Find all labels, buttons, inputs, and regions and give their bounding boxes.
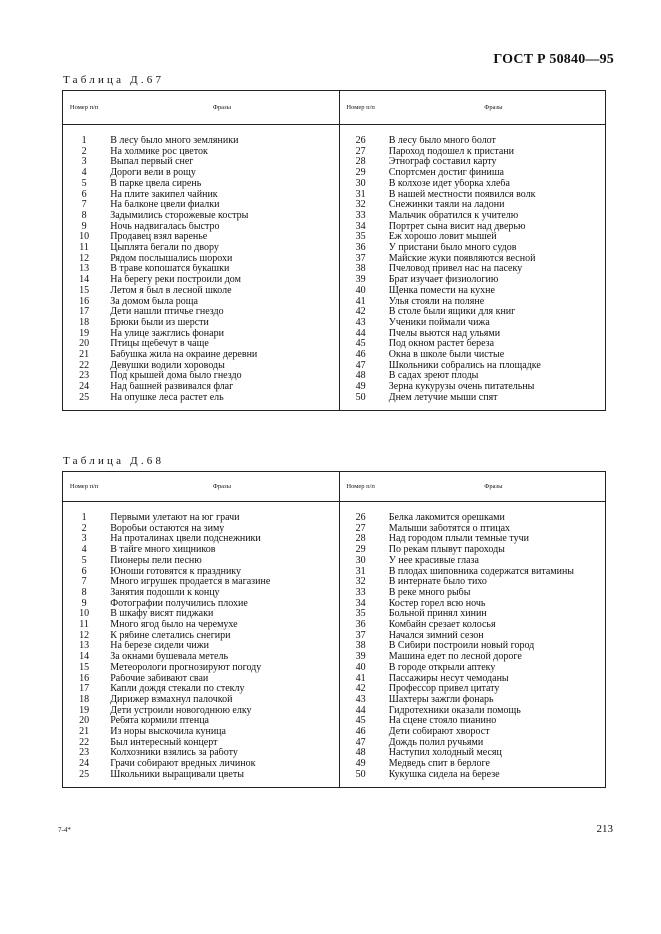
row-number-right: 48 bbox=[355, 748, 366, 759]
row-number-right: 44 bbox=[355, 705, 366, 716]
row-phrase-left: К рябине слетались снегири bbox=[105, 631, 339, 642]
row-phrase-left: Брюки были из шерсти bbox=[105, 318, 339, 329]
table-row bbox=[63, 371, 606, 382]
row-number-right: 47 bbox=[355, 360, 366, 371]
row-phrase-right: Комбайн срезает колосья bbox=[388, 620, 496, 631]
row-number-left: 15 bbox=[79, 662, 90, 673]
table-row bbox=[63, 513, 606, 524]
row-number-right: 30 bbox=[355, 555, 366, 566]
row-number-left: 23 bbox=[79, 748, 90, 759]
row-phrase-left: Рядом послышались шорохи bbox=[105, 254, 339, 265]
row-phrase-left: Бабушка жила на окраине деревни bbox=[105, 350, 339, 361]
table-spacer-row bbox=[63, 125, 606, 137]
row-number-right: 27 bbox=[355, 523, 366, 534]
row-phrase-left: Юноши готовятся к празднику bbox=[105, 567, 339, 578]
row-number-right: 44 bbox=[355, 328, 366, 339]
row-phrase-left: Выпал первый снег bbox=[105, 157, 339, 168]
table-row bbox=[63, 264, 606, 275]
table-row bbox=[63, 157, 606, 168]
row-phrase-left: На березе сидели чижи bbox=[105, 641, 339, 652]
row-phrase-left: Ночь надвигалась быстро bbox=[105, 222, 339, 233]
row-number-left: 20 bbox=[79, 339, 90, 350]
table-row bbox=[63, 588, 606, 599]
row-phrase-left: Дирижер взмахнул палочкой bbox=[105, 695, 339, 706]
row-phrase-right: Гидротехники оказали помощь bbox=[388, 705, 521, 716]
row-phrase-right: Над городом плыли темные тучи bbox=[388, 534, 529, 545]
row-number-right: 26 bbox=[355, 513, 366, 523]
row-number-right: 42 bbox=[355, 684, 366, 695]
row-number-right: 36 bbox=[355, 243, 366, 254]
row-phrase-left: Воробьи остаются на зиму bbox=[105, 524, 339, 535]
row-number-right: 29 bbox=[355, 545, 366, 556]
row-phrase-left: За окнами бушевала метель bbox=[105, 652, 339, 663]
table-row bbox=[63, 254, 606, 265]
row-phrase-right: Портрет сына висит над дверью bbox=[388, 221, 526, 232]
row-phrase-left: Рабочие забивают сваи bbox=[105, 674, 339, 685]
table-row bbox=[63, 307, 606, 318]
row-phrase-right: Мальчик обратился к учителю bbox=[388, 210, 519, 221]
row-number-left: 25 bbox=[79, 769, 90, 780]
row-phrase-right: У пристани было много судов bbox=[388, 243, 517, 254]
row-number-right: 46 bbox=[355, 350, 366, 361]
table-row bbox=[63, 545, 606, 556]
row-number-right: 46 bbox=[355, 727, 366, 738]
table-row bbox=[63, 243, 606, 254]
row-phrase-right: Снежинки таяли на ладони bbox=[388, 200, 505, 211]
table-row bbox=[63, 190, 606, 201]
row-number-right: 32 bbox=[355, 577, 366, 588]
row-phrase-right: Улья стояли на поляне bbox=[388, 296, 485, 307]
row-number-left: 25 bbox=[79, 392, 90, 403]
table-caption-d67: Таблица Д.67 bbox=[63, 74, 165, 86]
row-number-left: 20 bbox=[79, 716, 90, 727]
row-phrase-left: На проталинах цвели подснежники bbox=[105, 534, 339, 545]
table-row bbox=[63, 738, 606, 749]
row-number-left: 14 bbox=[79, 275, 90, 286]
row-number-right: 31 bbox=[355, 189, 366, 200]
row-phrase-left: В лесу было много земляники bbox=[105, 136, 339, 147]
row-number-left: 9 bbox=[81, 598, 87, 609]
row-number-right: 37 bbox=[355, 630, 366, 641]
column-header-phrases: Фразы bbox=[105, 472, 339, 502]
table-row bbox=[63, 297, 606, 308]
row-phrase-left: На опушке леса растет ель bbox=[105, 393, 339, 404]
row-phrase-right: В плодах шиповника содержатся витамины bbox=[388, 566, 575, 577]
row-number-right: 43 bbox=[355, 317, 366, 328]
row-number-left: 5 bbox=[81, 178, 87, 189]
page-number: 213 bbox=[596, 823, 613, 835]
row-phrase-left: Птицы щебечут в чаще bbox=[105, 339, 339, 350]
row-phrase-left: Много ягод было на черемухе bbox=[105, 620, 339, 631]
table-row bbox=[63, 609, 606, 620]
row-number-left: 13 bbox=[79, 264, 90, 275]
row-number-left: 21 bbox=[79, 350, 90, 361]
row-phrase-right: Дети собирают хворост bbox=[388, 727, 490, 738]
row-number-left: 9 bbox=[81, 221, 87, 232]
row-phrase-right: В столе были ящики для книг bbox=[388, 307, 516, 318]
table-row bbox=[63, 382, 606, 393]
row-phrase-left: Ребята кормили птенца bbox=[105, 716, 339, 727]
row-phrase-right: Под окном растет береза bbox=[388, 339, 495, 350]
table-row bbox=[63, 147, 606, 158]
row-phrase-left: Продавец взял варенье bbox=[105, 232, 339, 243]
row-number-left: 16 bbox=[79, 296, 90, 307]
row-phrase-left: Капли дождя стекали по стеклу bbox=[105, 684, 339, 695]
row-number-right: 28 bbox=[355, 157, 366, 168]
row-number-right: 35 bbox=[355, 609, 366, 620]
table-row bbox=[63, 361, 606, 372]
row-number-right: 27 bbox=[355, 146, 366, 157]
table-row bbox=[63, 168, 606, 179]
table-row bbox=[63, 329, 606, 340]
column-header-number: Номер п/п bbox=[63, 472, 106, 502]
row-number-right: 48 bbox=[355, 371, 366, 382]
row-number-right: 49 bbox=[355, 382, 366, 393]
row-number-right: 34 bbox=[355, 221, 366, 232]
row-phrase-left: Дети устроили новогоднюю елку bbox=[105, 706, 339, 717]
row-phrase-left: Летом я был в лесной школе bbox=[105, 286, 339, 297]
row-phrase-right: Начался зимний сезон bbox=[388, 630, 484, 641]
row-number-right: 50 bbox=[355, 392, 366, 403]
row-phrase-right: Малыши заботятся о птицах bbox=[388, 523, 511, 534]
row-number-right: 29 bbox=[355, 168, 366, 179]
row-number-right: 43 bbox=[355, 694, 366, 705]
row-number-right: 47 bbox=[355, 737, 366, 748]
row-phrase-right: В реке много рыбы bbox=[388, 587, 471, 598]
document-header: ГОСТ Р 50840—95 bbox=[493, 52, 614, 67]
row-number-left: 4 bbox=[81, 545, 87, 556]
row-number-left: 11 bbox=[79, 243, 89, 254]
row-phrase-right: По рекам плывут пароходы bbox=[388, 545, 505, 556]
row-phrase-left: Пионеры пели песню bbox=[105, 556, 339, 567]
table-row bbox=[63, 674, 606, 685]
row-phrase-left: Грачи собирают вредных личинок bbox=[105, 759, 339, 770]
row-phrase-left: Из норы выскочила куница bbox=[105, 727, 339, 738]
row-number-right: 37 bbox=[355, 253, 366, 264]
row-phrase-left: На балконе цвели фиалки bbox=[105, 200, 339, 211]
row-phrase-right: Днем летучие мыши спят bbox=[388, 392, 498, 403]
table-row bbox=[63, 232, 606, 243]
footer-mark: 7-4* bbox=[58, 826, 71, 834]
table-row bbox=[63, 318, 606, 329]
row-number-left: 16 bbox=[79, 673, 90, 684]
row-number-right: 34 bbox=[355, 598, 366, 609]
row-phrase-right: Кукушка сидела на березе bbox=[388, 769, 500, 780]
row-number-left: 22 bbox=[79, 360, 90, 371]
table-row bbox=[63, 663, 606, 674]
row-phrase-right: В нашей местности появился волк bbox=[388, 189, 536, 200]
row-phrase-left: Цыплята бегали по двору bbox=[105, 243, 339, 254]
row-number-right: 33 bbox=[355, 210, 366, 221]
table-row bbox=[63, 286, 606, 297]
row-phrase-left: На улице зажглись фонари bbox=[105, 329, 339, 340]
row-phrase-left: Первыми улетают на юг грачи bbox=[105, 513, 339, 524]
row-number-right: 30 bbox=[355, 178, 366, 189]
phrases-table-d67 bbox=[62, 90, 606, 411]
row-number-left: 13 bbox=[79, 641, 90, 652]
row-phrase-right: Этнограф составил карту bbox=[388, 157, 497, 168]
row-number-right: 39 bbox=[355, 652, 366, 663]
row-number-right: 35 bbox=[355, 232, 366, 243]
row-phrase-left: На берегу реки построили дом bbox=[105, 275, 339, 286]
row-phrase-right: Профессор привел цитату bbox=[388, 684, 500, 695]
table-row bbox=[63, 759, 606, 770]
row-phrase-right: В колхозе идет уборка хлеба bbox=[388, 178, 510, 189]
row-number-left: 19 bbox=[79, 328, 90, 339]
row-phrase-right: Спортсмен достиг финиша bbox=[388, 168, 504, 179]
row-phrase-right: Медведь спит в берлоге bbox=[388, 759, 490, 770]
row-number-right: 49 bbox=[355, 759, 366, 770]
row-number-left: 4 bbox=[81, 168, 87, 179]
row-number-left: 21 bbox=[79, 727, 90, 738]
row-number-right: 45 bbox=[355, 716, 366, 727]
row-phrase-left: Метеорологи прогнозируют погоду bbox=[105, 663, 339, 674]
row-phrase-right: Щенка помести на кухне bbox=[388, 285, 495, 296]
row-number-left: 24 bbox=[79, 759, 90, 770]
row-phrase-right: Больной принял хинин bbox=[388, 609, 487, 620]
row-number-left: 10 bbox=[79, 609, 90, 620]
row-phrase-left: На холмике рос цветок bbox=[105, 147, 339, 158]
row-phrase-right: Ученики поймали чижа bbox=[388, 317, 490, 328]
row-phrase-right: Зерна кукурузы очень питательны bbox=[388, 382, 535, 393]
row-number-left: 10 bbox=[79, 232, 90, 243]
row-phrase-right: Пчелы вьются над ульями bbox=[388, 328, 501, 339]
table-row bbox=[63, 706, 606, 717]
row-phrase-right: Брат изучает физиологию bbox=[388, 275, 499, 286]
row-phrase-left: На плите закипел чайник bbox=[105, 190, 339, 201]
row-number-left: 2 bbox=[81, 146, 87, 157]
table-row bbox=[63, 770, 606, 781]
row-phrase-right: В Сибири построили новый город bbox=[388, 641, 535, 652]
table-row bbox=[63, 631, 606, 642]
row-phrase-left: Дороги вели в рощу bbox=[105, 168, 339, 179]
table-row bbox=[63, 652, 606, 663]
table-row bbox=[63, 620, 606, 631]
table-row bbox=[63, 716, 606, 727]
row-phrase-left: В парке цвела сирень bbox=[105, 179, 339, 190]
row-number-left: 6 bbox=[81, 566, 87, 577]
column-header-number: Номер п/п bbox=[339, 472, 382, 502]
table-row bbox=[63, 350, 606, 361]
table-row bbox=[63, 200, 606, 211]
row-phrase-right: Белка лакомится орешками bbox=[388, 513, 505, 523]
table-row bbox=[63, 211, 606, 222]
table-row bbox=[63, 524, 606, 535]
table-row bbox=[63, 136, 606, 147]
row-phrase-right: Костер горел всю ночь bbox=[388, 598, 486, 609]
table-row bbox=[63, 599, 606, 610]
row-phrase-right: В интернате было тихо bbox=[388, 577, 487, 588]
row-phrase-right: Окна в школе были чистые bbox=[388, 350, 505, 361]
column-header-phrases: Фразы bbox=[105, 91, 339, 125]
row-number-right: 33 bbox=[355, 587, 366, 598]
row-number-left: 15 bbox=[79, 285, 90, 296]
row-number-left: 11 bbox=[79, 620, 89, 631]
row-phrase-left: Колхозники взялись за работу bbox=[105, 748, 339, 759]
row-number-right: 31 bbox=[355, 566, 366, 577]
row-number-left: 7 bbox=[81, 200, 87, 211]
row-number-left: 12 bbox=[79, 630, 90, 641]
row-phrase-right: Дождь полил ручьями bbox=[388, 737, 484, 748]
row-number-right: 36 bbox=[355, 620, 366, 631]
row-phrase-right: В садах зреют плоды bbox=[388, 371, 479, 382]
table-caption-d68: Таблица Д.68 bbox=[63, 455, 165, 467]
row-number-left: 5 bbox=[81, 555, 87, 566]
row-number-left: 8 bbox=[81, 587, 87, 598]
row-number-right: 42 bbox=[355, 307, 366, 318]
table-row bbox=[63, 641, 606, 652]
row-number-right: 26 bbox=[355, 136, 366, 146]
row-number-left: 24 bbox=[79, 382, 90, 393]
row-phrase-right: На сцене стояло пианино bbox=[388, 716, 497, 727]
row-phrase-right: Майские жуки появляются весной bbox=[388, 253, 536, 264]
table-spacer-row bbox=[63, 502, 606, 514]
row-phrase-right: Школьники собрались на площадке bbox=[388, 360, 541, 371]
row-phrase-left: Дети нашли птичье гнездо bbox=[105, 307, 339, 318]
row-number-right: 40 bbox=[355, 662, 366, 673]
row-number-right: 28 bbox=[355, 534, 366, 545]
row-phrase-left: В шкафу висят пиджаки bbox=[105, 609, 339, 620]
row-phrase-left: Под крышей дома было гнездо bbox=[105, 371, 339, 382]
table-bottom-padding bbox=[63, 781, 606, 788]
column-header-phrases: Фразы bbox=[382, 91, 606, 125]
column-header-number: Номер п/п bbox=[339, 91, 382, 125]
row-phrase-right: Машина едет по лесной дороге bbox=[388, 652, 522, 663]
row-phrase-left: Школьники выращивали цветы bbox=[105, 770, 339, 781]
row-number-right: 38 bbox=[355, 641, 366, 652]
row-number-left: 12 bbox=[79, 253, 90, 264]
row-number-left: 6 bbox=[81, 189, 87, 200]
row-phrase-right: Шахтеры зажгли фонарь bbox=[388, 694, 494, 705]
table-row bbox=[63, 727, 606, 738]
table-row bbox=[63, 567, 606, 578]
row-number-left: 17 bbox=[79, 307, 90, 318]
row-phrase-left: Девушки водили хороводы bbox=[105, 361, 339, 372]
row-phrase-left: За домом была роща bbox=[105, 297, 339, 308]
column-header-number: Номер п/п bbox=[63, 91, 106, 125]
table-row bbox=[63, 556, 606, 567]
row-phrase-left: В тайге много хищников bbox=[105, 545, 339, 556]
table-row bbox=[63, 275, 606, 286]
row-phrase-left: Над башней развивался флаг bbox=[105, 382, 339, 393]
row-phrase-right: Наступил холодный месяц bbox=[388, 748, 502, 759]
row-number-right: 41 bbox=[355, 296, 366, 307]
row-number-left: 7 bbox=[81, 577, 87, 588]
column-header-phrases: Фразы bbox=[382, 472, 606, 502]
row-number-right: 41 bbox=[355, 673, 366, 684]
table-row bbox=[63, 179, 606, 190]
row-phrase-right: В лесу было много болот bbox=[388, 136, 496, 146]
row-number-left: 18 bbox=[79, 317, 90, 328]
row-phrase-right: В городе открыли аптеку bbox=[388, 662, 496, 673]
row-number-left: 18 bbox=[79, 694, 90, 705]
row-number-left: 17 bbox=[79, 684, 90, 695]
row-phrase-right: Еж хорошо ловит мышей bbox=[388, 232, 497, 243]
row-number-left: 22 bbox=[79, 737, 90, 748]
row-number-left: 3 bbox=[81, 157, 87, 168]
row-number-right: 38 bbox=[355, 264, 366, 275]
row-number-right: 39 bbox=[355, 275, 366, 286]
row-phrase-left: Фотографии получились плохие bbox=[105, 599, 339, 610]
table-row bbox=[63, 748, 606, 759]
row-number-left: 2 bbox=[81, 523, 87, 534]
row-number-left: 1 bbox=[81, 136, 87, 146]
row-number-right: 50 bbox=[355, 769, 366, 780]
row-number-left: 8 bbox=[81, 210, 87, 221]
row-phrase-left: Занятия подошли к концу bbox=[105, 588, 339, 599]
row-phrase-right: У нее красивые глаза bbox=[388, 555, 479, 566]
row-phrase-right: Пароход подошел к пристани bbox=[388, 146, 514, 157]
row-number-left: 19 bbox=[79, 705, 90, 716]
row-phrase-right: Пассажиры несут чемоданы bbox=[388, 673, 509, 684]
row-phrase-right: Пчеловод привел нас на пасеку bbox=[388, 264, 523, 275]
row-phrase-left: Задымились сторожевые костры bbox=[105, 211, 339, 222]
row-number-left: 1 bbox=[81, 513, 87, 523]
row-number-right: 32 bbox=[355, 200, 366, 211]
table-row bbox=[63, 339, 606, 350]
row-phrase-left: Много игрушек продается в магазине bbox=[105, 577, 339, 588]
table-row bbox=[63, 393, 606, 404]
table-row bbox=[63, 684, 606, 695]
table-row bbox=[63, 577, 606, 588]
table-bottom-padding bbox=[63, 404, 606, 411]
row-number-right: 40 bbox=[355, 285, 366, 296]
row-number-left: 23 bbox=[79, 371, 90, 382]
row-number-right: 45 bbox=[355, 339, 366, 350]
row-phrase-left: Был интересный концерт bbox=[105, 738, 339, 749]
row-phrase-left: В траве копошатся букашки bbox=[105, 264, 339, 275]
row-number-left: 14 bbox=[79, 652, 90, 663]
phrases-table-d68 bbox=[62, 471, 606, 788]
table-row bbox=[63, 534, 606, 545]
table-row bbox=[63, 222, 606, 233]
row-number-left: 3 bbox=[81, 534, 87, 545]
table-row bbox=[63, 695, 606, 706]
